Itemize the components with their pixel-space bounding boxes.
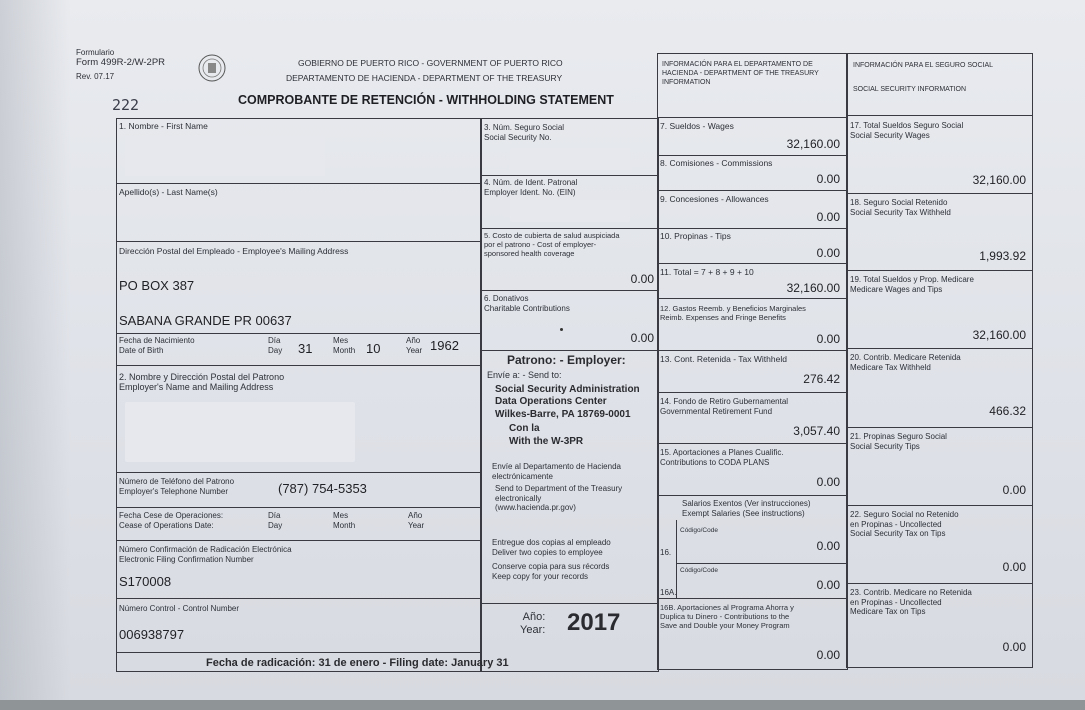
box23-value: 0.00 [1002, 640, 1026, 654]
deliver-copies: Entregue dos copias al empleado Deliver two copies to employee [492, 538, 611, 557]
box17-label: 17. Total Sueldos Seguro Social Social Security Wages [850, 121, 964, 140]
box16b-label: 16B. Aportaciones al Programa Ahorra y Duplica tu Dinero - Contributions to the Save and Double your Money Program [660, 603, 794, 630]
ssa-con-la: Con la [509, 423, 540, 434]
seal-icon [197, 53, 227, 83]
address-line-1: PO BOX 387 [119, 278, 195, 293]
box22-value: 0.00 [1002, 560, 1026, 574]
redacted-employer [125, 402, 355, 462]
control-number: 006938797 [119, 627, 185, 642]
cease-month-label: Mes Month [333, 511, 356, 530]
code-label-16: Código/Code [680, 527, 718, 534]
efile-label: Número Confirmación de Radicación Electrónica Electronic Filing Confirmation Number [119, 545, 292, 564]
filing-date: Fecha de radicación: 31 de enero - Filing date: January 31 [206, 657, 509, 669]
birth-day: 31 [298, 341, 313, 356]
birth-year-label: Año Year [406, 336, 423, 355]
box16a-label: 16A. [660, 588, 677, 597]
cease-day-label: Día Day [268, 511, 283, 530]
box10-label: 10. Propinas - Tips [660, 231, 731, 241]
box19-value: 32,160.00 [972, 328, 1026, 342]
box20-label: 20. Contrib. Medicare Retenida Medicare Tax Withheld [850, 353, 961, 372]
tax-year: 2017 [567, 609, 621, 636]
send-treasury-es: Envíe al Departamento de Hacienda electrónicamente [492, 462, 621, 481]
birth-month-label: Mes Month [333, 336, 356, 355]
box16a-value: 0.00 [816, 578, 840, 592]
ssa-with-w3pr: With the W-3PR [509, 436, 584, 447]
box8-label: 8. Comisiones - Commissions [660, 158, 773, 168]
form-number: Form 499R-2/W-2PR [76, 57, 166, 68]
year-label: Año: Year: [520, 611, 546, 636]
box12-label: 12. Gastos Reemb. y Beneficios Marginales Reimb. Expenses and Fringe Benefits [660, 304, 806, 322]
box21-value: 0.00 [1002, 483, 1026, 497]
employer-name-label: 2. Nombre y Dirección Postal del Patrono Employer's Name and Mailing Address [119, 372, 285, 392]
ein-label: 4. Núm. de Ident. Patronal Employer Ident. No. (EIN) [484, 178, 578, 197]
employer-section-title: Patrono: - Employer: [507, 353, 626, 367]
box20-value: 466.32 [989, 404, 1026, 418]
treasury-info-heading: INFORMACIÓN PARA EL DEPARTAMENTO DE HACIENDA - DEPARTMENT OF THE TREASURY INFORMATION [662, 61, 819, 86]
page-shadow [0, 0, 70, 700]
box12-value: 0.00 [816, 332, 840, 346]
send-treasury-en: Send to Department of the Treasury electronically (www.hacienda.pr.gov) [495, 484, 623, 512]
donations-value: 0.00 [630, 331, 654, 345]
box8-value: 0.00 [816, 172, 840, 186]
birth-month: 10 [366, 341, 381, 356]
ssa-info-heading-2: SOCIAL SECURITY INFORMATION [853, 86, 967, 93]
box16-value: 0.00 [816, 539, 840, 553]
send-to-label: Envíe a: - Send to: [487, 370, 562, 380]
ssa-info-heading-1: INFORMACIÓN PARA EL SEGURO SOCIAL [853, 62, 994, 69]
box19-label: 19. Total Sueldos y Prop. Medicare Medicare Wages and Tips [850, 275, 974, 294]
redacted-first-name [125, 136, 325, 176]
box13-label: 13. Cont. Retenida - Tax Withheld [660, 354, 787, 364]
code-label-16a: Código/Code [680, 567, 718, 574]
ssa-address-1: Social Security Administration [495, 384, 640, 395]
birth-year: 1962 [430, 338, 459, 353]
ssa-address-3: Wilkes-Barre, PA 18769-0001 [495, 409, 631, 420]
box23-label: 23. Contrib. Medicare no Retenida en Propinas - Uncollected Medicare Tax on Tips [850, 588, 972, 616]
birth-date-label: Fecha de Nacimiento Date of Birth [119, 336, 195, 355]
box7-value: 32,160.00 [786, 137, 840, 151]
first-name-label: 1. Nombre - First Name [119, 121, 208, 131]
box14-value: 3,057.40 [793, 424, 840, 438]
box14-label: 14. Fondo de Retiro Gubernamental Governmental Retirement Fund [660, 397, 789, 416]
health-coverage-value: 0.00 [630, 272, 654, 286]
address-label: Dirección Postal del Empleado - Employee's Mailing Address [119, 246, 349, 256]
box15-label: 15. Aportaciones a Planes Cualific. Contributions to CODA PLANS [660, 448, 784, 467]
box22-label: 22. Seguro Social no Retenido en Propinas - Uncollected Social Security Tax on Tips [850, 510, 959, 538]
redacted-ssn [510, 148, 630, 170]
box18-value: 1,993.92 [979, 249, 1026, 263]
address-line-2: SABANA GRANDE PR 00637 [119, 313, 292, 328]
control-number-label: Número Control - Control Number [119, 604, 240, 613]
health-coverage-label: 5. Costo de cubierta de salud auspiciada por el patrono - Cost of employer- sponsored health coverage [484, 231, 620, 258]
box13-value: 276.42 [803, 372, 840, 386]
form-label: Formulario [76, 48, 115, 57]
last-name-label: Apellido(s) - Last Name(s) [119, 187, 218, 197]
ssn-label: 3. Núm. Seguro Social Social Security No. [484, 123, 565, 142]
box17-value: 32,160.00 [972, 173, 1026, 187]
box16b-value: 0.00 [816, 648, 840, 662]
gov-line-1: GOBIERNO DE PUERTO RICO - GOVERNMENT OF PUERTO RICO [298, 58, 563, 68]
redacted-ein [510, 200, 630, 222]
box10-value: 0.00 [816, 246, 840, 260]
ssa-address-2: Data Operations Center [495, 396, 607, 407]
cease-date-label: Fecha Cese de Operaciones: Cease of Operations Date: [119, 511, 224, 530]
box9-value: 0.00 [816, 210, 840, 224]
box11-value: 32,160.00 [786, 281, 840, 295]
efile-number: S170008 [119, 574, 172, 589]
gov-line-2: DEPARTAMENTO DE HACIENDA - DEPARTMENT OF THE TREASURY [286, 73, 563, 83]
box18-label: 18. Seguro Social Retenido Social Security Tax Withheld [850, 198, 951, 217]
revision: Rev. 07.17 [76, 72, 115, 81]
handwritten-code: 222 [112, 96, 140, 114]
keep-copy: Conserve copia para sus récords Keep copy for your records [492, 562, 610, 581]
exempt-salaries-label: Salarios Exentos (Ver instrucciones) Exempt Salaries (See instructions) [682, 499, 811, 518]
box11-label: 11. Total = 7 + 8 + 9 + 10 [660, 267, 754, 277]
box7-label: 7. Sueldos - Wages [660, 121, 734, 131]
box21-label: 21. Propinas Seguro Social Social Security Tips [850, 432, 947, 451]
box9-label: 9. Concesiones - Allowances [660, 194, 769, 204]
employer-phone: (787) 754-5353 [278, 481, 367, 496]
donations-label: 6. Donativos Charitable Contributions [484, 294, 570, 313]
cease-year-label: Año Year [408, 511, 425, 530]
birth-day-label: Día Day [268, 336, 283, 355]
form-title: COMPROBANTE DE RETENCIÓN - WITHHOLDING STATEMENT [238, 93, 614, 107]
employer-phone-label: Número de Teléfono del Patrono Employer's Telephone Number [119, 477, 235, 496]
box15-value: 0.00 [816, 475, 840, 489]
box16-label: 16. [660, 548, 672, 557]
